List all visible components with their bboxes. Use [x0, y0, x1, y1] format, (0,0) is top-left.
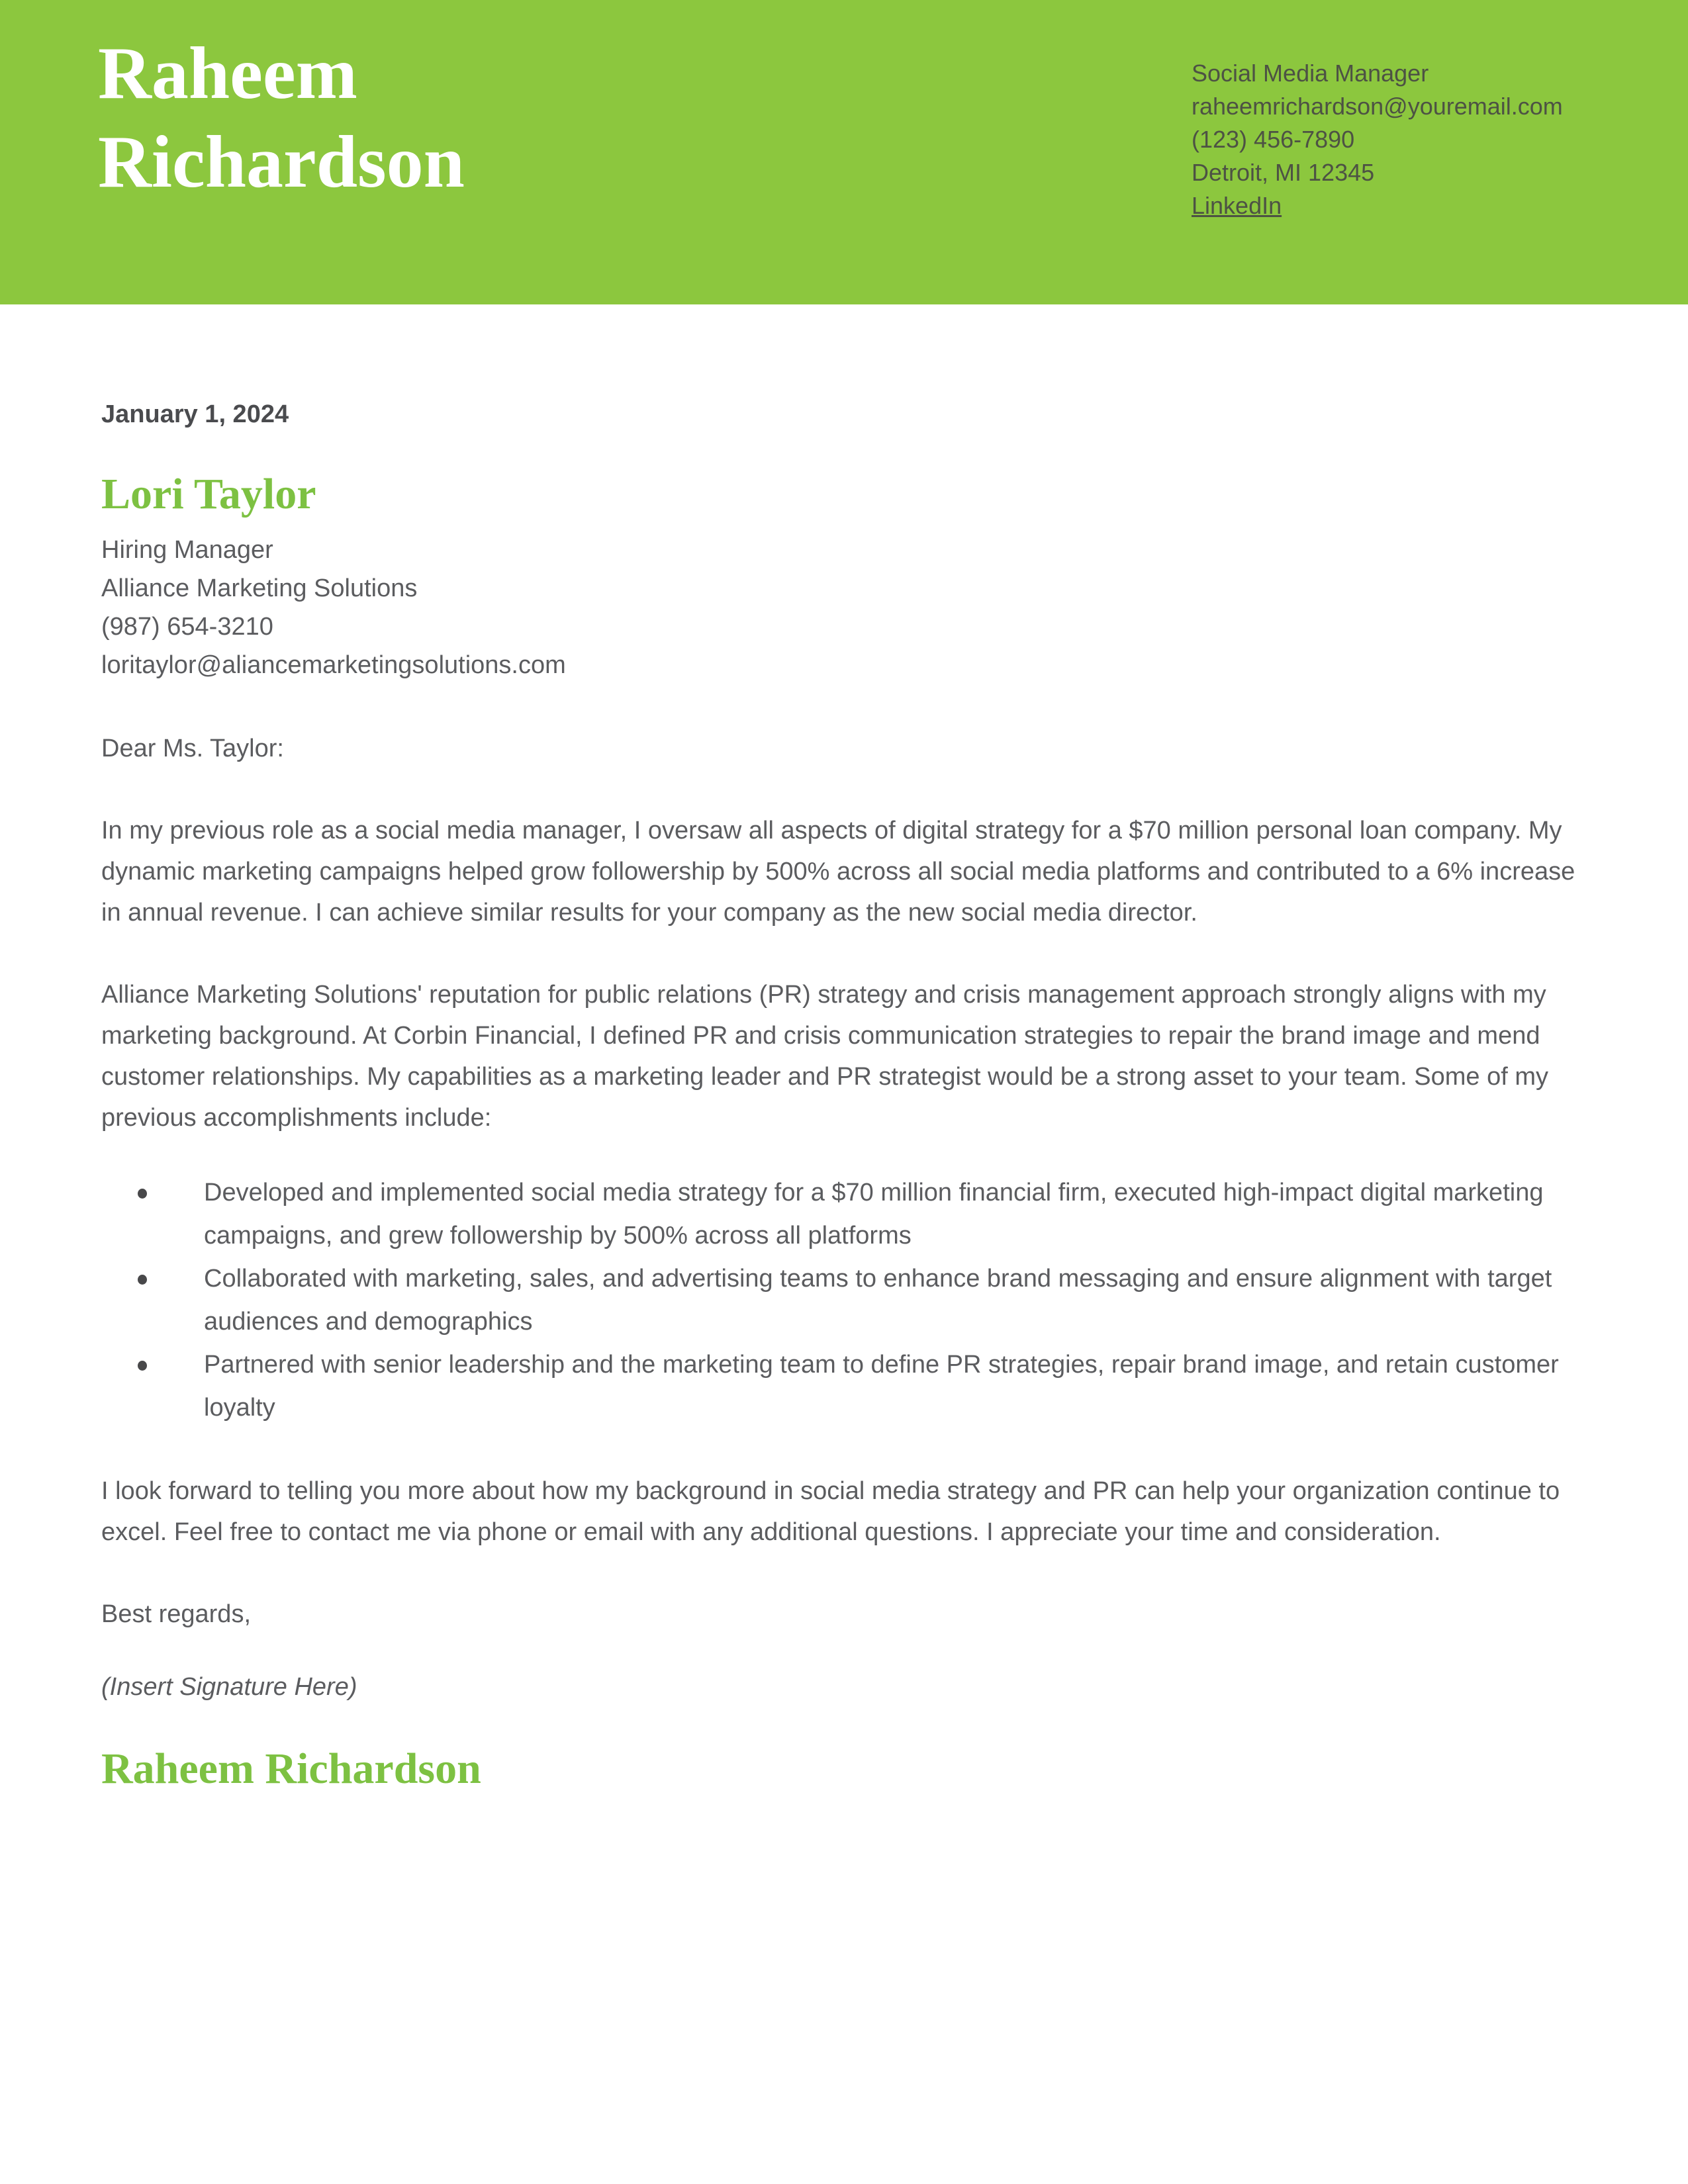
paragraph-2: Alliance Marketing Solutions' reputation for public relations (PR) strategy and crisis management approach strongly aligns with my marketing background. At Corbin Financial, I defined PR and crisis communication strategies to repair the brand image and mend customer relationships. My capabilities as a marketing leader and PR strategist would be a strong asset to your team. Some of my previous accomplishments include: — [101, 981, 1549, 1132]
applicant-name-title — [98, 29, 465, 206]
contact-job-title: Social Media Manager — [1192, 60, 1429, 87]
linkedin-link[interactable]: LinkedIn — [1192, 192, 1282, 219]
contact-phone: (123) 456-7890 — [1192, 126, 1355, 153]
recipient-title: Hiring Manager — [101, 536, 273, 564]
contact-email: raheemrichardson@youremail.com — [1192, 93, 1563, 120]
header-banner — [0, 0, 1688, 304]
letter-body — [0, 398, 1688, 1796]
applicant-first-name: Raheem — [98, 32, 357, 114]
sign-off: Best regards, — [101, 1600, 251, 1628]
list-item-text: Collaborated with marketing, sales, and advertising teams to enhance brand messaging and ensure alignment with target audiences and demographics — [204, 1265, 1552, 1336]
recipient-email: loritaylor@aliancemarketingsolutions.com — [101, 651, 566, 679]
contact-block — [1192, 57, 1563, 222]
bullet-icon — [138, 1189, 147, 1199]
list-item-text: Developed and implemented social media strategy for a $70 million financial firm, executed high-impact digital marketing campaigns, and grew followership by 500% across all platforms — [204, 1179, 1544, 1250]
salutation: Dear Ms. Taylor: — [101, 735, 284, 762]
bullet-icon — [138, 1361, 147, 1371]
contact-location: Detroit, MI 12345 — [1192, 159, 1375, 186]
list-item — [101, 1257, 1589, 1343]
recipient-details — [101, 531, 1589, 684]
closing-paragraph: I look forward to telling you more about how my background in social media strategy and PR can help your organization continue to excel. Feel free to contact me via phone or email with any additional questions. I appreciate your time and consideration. — [101, 1477, 1560, 1546]
paragraph-1: In my previous role as a social media manager, I oversaw all aspects of digital strategy for a $70 million personal loan company. My dynamic marketing campaigns helped grow followership by 500% across all social media platforms and contributed to a 6% increase in annual revenue. I can achieve similar results for your company as the new social media director. — [101, 817, 1575, 927]
signature-placeholder: (Insert Signature Here) — [101, 1673, 357, 1701]
signature-name: Raheem Richardson — [101, 1745, 481, 1793]
recipient-company: Alliance Marketing Solutions — [101, 574, 418, 602]
accomplishments-list — [101, 1171, 1589, 1430]
list-item — [101, 1171, 1589, 1257]
list-item — [101, 1343, 1589, 1430]
contact-linkedin-row — [1192, 189, 1563, 222]
bullet-icon — [138, 1275, 147, 1285]
applicant-last-name: Richardson — [98, 121, 465, 203]
recipient-phone: (987) 654-3210 — [101, 613, 273, 641]
recipient-name: Lori Taylor — [101, 470, 316, 518]
list-item-text: Partnered with senior leadership and the marketing team to define PR strategies, repair brand image, and retain customer loyalty — [204, 1351, 1559, 1422]
letter-date: January 1, 2024 — [101, 400, 289, 428]
